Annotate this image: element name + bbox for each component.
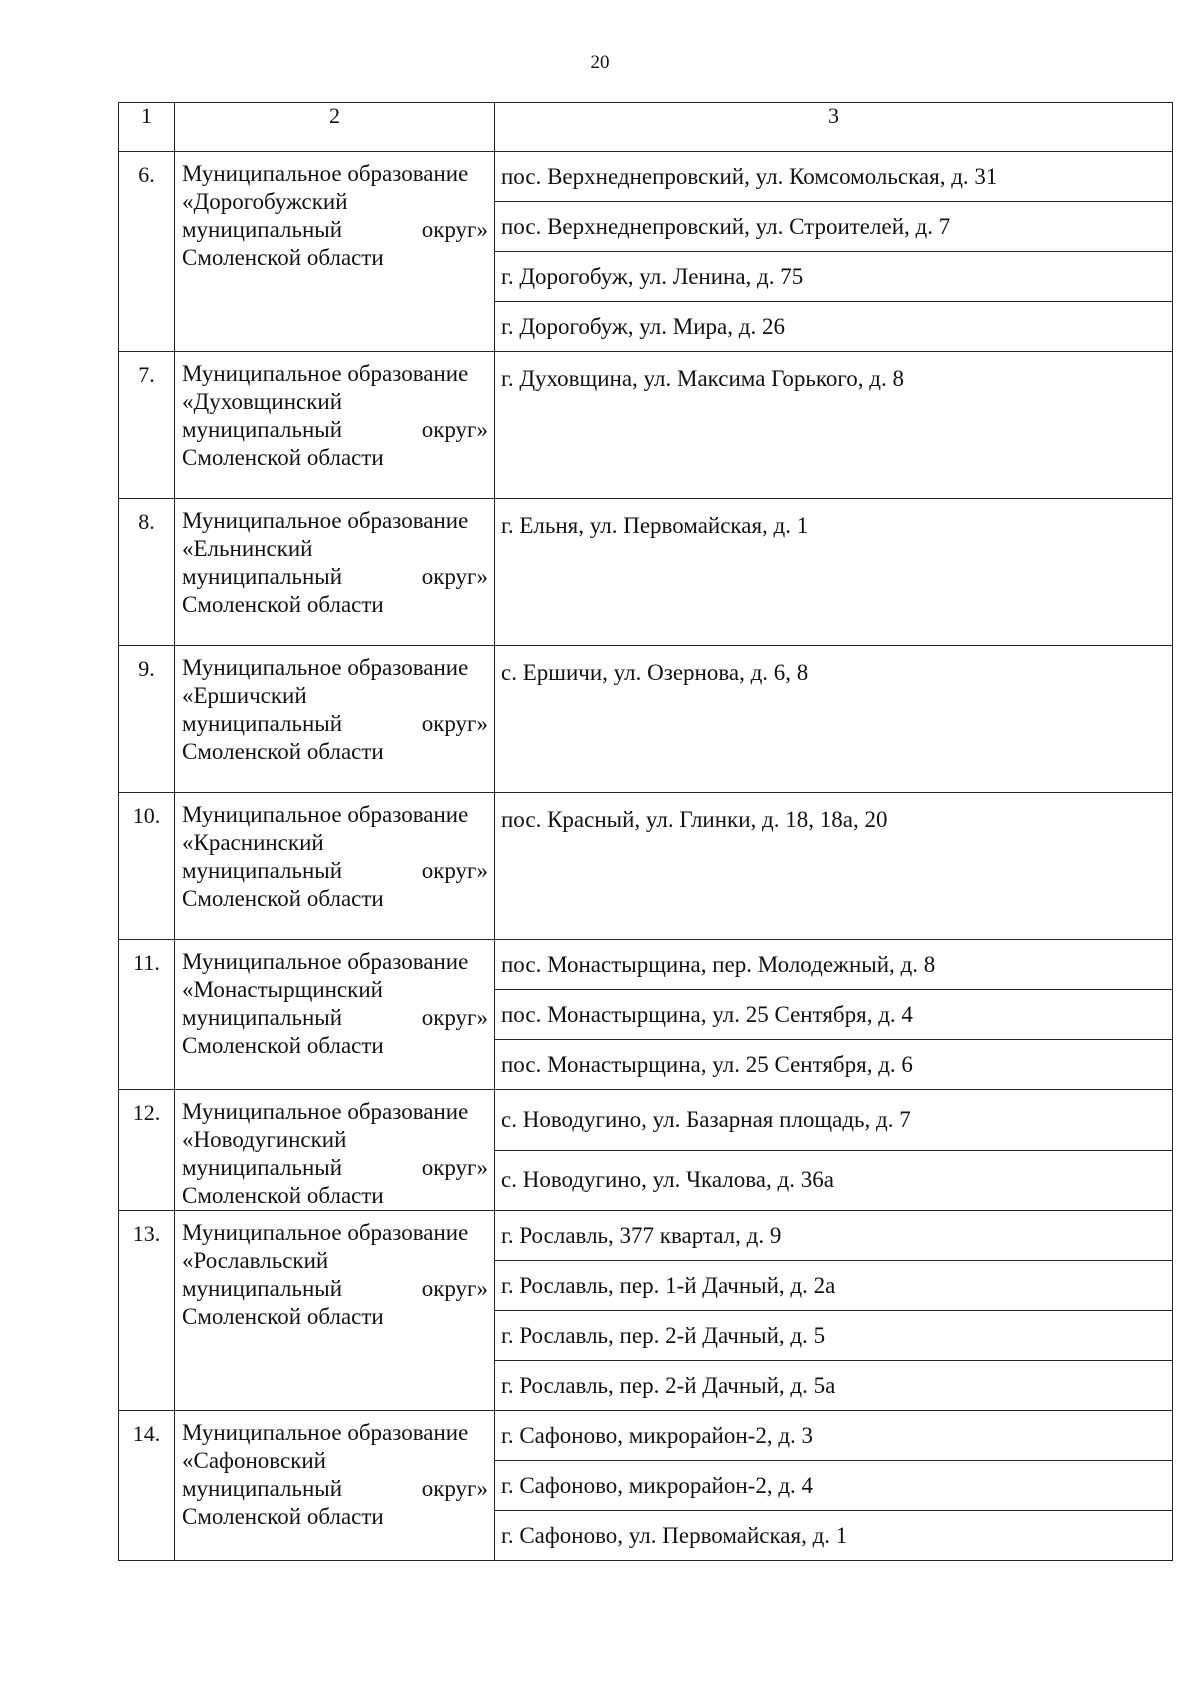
municipality-line-3 [182, 416, 488, 444]
municipality-line-2: «Рославльский [182, 1248, 329, 1273]
municipality-word-b: округ» [421, 1005, 488, 1030]
municipality-line-2: «Духовщинский [182, 389, 343, 414]
municipality-line-3 [182, 857, 488, 885]
polling-address: пос. Монастырщина, пер. Молодежный, д. 8 [495, 940, 1173, 990]
municipality-line-3 [182, 1475, 488, 1503]
municipality-word-a: муниципальный [182, 858, 343, 883]
municipality-word-a: муниципальный [182, 564, 343, 589]
row-number: 8. [119, 499, 175, 646]
municipality-word-a: муниципальный [182, 711, 343, 736]
polling-address: пос. Монастырщина, ул. 25 Сентября, д. 6 [495, 1040, 1173, 1090]
row-number: 14. [119, 1411, 175, 1561]
municipality-word-b: округ» [421, 1155, 488, 1180]
municipality-line-2: «Монастырщинский [182, 977, 383, 1002]
municipality-word-a: муниципальный [182, 217, 343, 242]
header-col-2: 2 [175, 103, 495, 152]
municipality-line-1: Муниципальное образование [182, 1420, 469, 1445]
municipality-line-1: Муниципальное образование [182, 1099, 469, 1124]
municipality-line-3 [182, 1154, 488, 1182]
municipality-name [175, 499, 495, 646]
polling-address: г. Рославль, 377 квартал, д. 9 [495, 1211, 1173, 1261]
polling-address: г. Рославль, пер. 2-й Дачный, д. 5 [495, 1311, 1173, 1361]
table-row [119, 152, 1173, 202]
municipality-line-4: Смоленской области [182, 1033, 384, 1058]
municipality-line-2: «Ельнинский [182, 536, 313, 561]
polling-address: с. Новодугино, ул. Чкалова, д. 36а [495, 1150, 1173, 1211]
polling-address: пос. Верхнеднепровский, ул. Комсомольская, д. 31 [495, 152, 1173, 202]
municipality-line-4: Смоленской области [182, 1504, 384, 1529]
table-row [119, 793, 1173, 940]
table-row [119, 352, 1173, 499]
page-number: 20 [590, 52, 610, 73]
municipality-line-1: Муниципальное образование [182, 361, 469, 386]
municipality-word-a: муниципальный [182, 417, 343, 442]
municipality-word-b: округ» [421, 564, 488, 589]
table-row [119, 1211, 1173, 1261]
municipality-line-1: Муниципальное образование [182, 1220, 469, 1245]
municipality-line-4: Смоленской области [182, 886, 384, 911]
polling-address: г. Рославль, пер. 2-й Дачный, д. 5а [495, 1361, 1173, 1411]
municipality-word-b: округ» [421, 1476, 488, 1501]
row-number: 9. [119, 646, 175, 793]
row-number: 7. [119, 352, 175, 499]
municipality-line-1: Муниципальное образование [182, 655, 469, 680]
municipality-name [175, 152, 495, 352]
municipality-line-4: Смоленской области [182, 245, 384, 270]
municipality-word-b: округ» [421, 217, 488, 242]
municipality-line-2: «Дорогобужский [182, 189, 348, 214]
row-number: 13. [119, 1211, 175, 1411]
polling-address: пос. Монастырщина, ул. 25 Сентября, д. 4 [495, 990, 1173, 1040]
municipality-name [175, 646, 495, 793]
polling-address: г. Сафоново, ул. Первомайская, д. 1 [495, 1511, 1173, 1561]
municipality-line-4: Смоленской области [182, 592, 384, 617]
polling-address: г. Сафоново, микрорайон-2, д. 4 [495, 1461, 1173, 1511]
polling-address: пос. Верхнеднепровский, ул. Строителей, д. 7 [495, 202, 1173, 252]
polling-address: г. Сафоново, микрорайон-2, д. 3 [495, 1411, 1173, 1461]
municipality-word-b: округ» [421, 711, 488, 736]
municipality-word-a: муниципальный [182, 1276, 343, 1301]
municipality-line-4: Смоленской области [182, 1183, 384, 1208]
polling-address: г. Дорогобуж, ул. Мира, д. 26 [495, 302, 1173, 352]
row-number: 11. [119, 940, 175, 1090]
municipality-line-1: Муниципальное образование [182, 508, 469, 533]
municipality-line-2: «Краснинский [182, 830, 324, 855]
polling-stations-table [118, 102, 1173, 1561]
municipality-line-2: «Сафоновский [182, 1448, 326, 1473]
municipality-word-a: муниципальный [182, 1476, 343, 1501]
polling-address: г. Духовщина, ул. Максима Горького, д. 8 [495, 352, 1173, 499]
municipality-word-a: муниципальный [182, 1155, 343, 1180]
table-row [119, 1090, 1173, 1151]
municipality-line-1: Муниципальное образование [182, 949, 469, 974]
municipality-line-4: Смоленской области [182, 1304, 384, 1329]
municipality-word-a: муниципальный [182, 1005, 343, 1030]
municipality-line-3 [182, 216, 488, 244]
polling-address: с. Ершичи, ул. Озернова, д. 6, 8 [495, 646, 1173, 793]
polling-address: г. Рославль, пер. 1-й Дачный, д. 2а [495, 1261, 1173, 1311]
municipality-word-b: округ» [421, 858, 488, 883]
header-col-3: 3 [495, 103, 1173, 152]
municipality-name [175, 1211, 495, 1411]
polling-address: с. Новодугино, ул. Базарная площадь, д. 7 [495, 1090, 1173, 1151]
table-row [119, 940, 1173, 990]
municipality-name [175, 1411, 495, 1561]
municipality-line-4: Смоленской области [182, 739, 384, 764]
municipality-word-b: округ» [421, 417, 488, 442]
row-number: 6. [119, 152, 175, 352]
municipality-line-3 [182, 563, 488, 591]
municipality-line-2: «Новодугинский [182, 1127, 347, 1152]
municipality-line-1: Муниципальное образование [182, 161, 469, 186]
municipality-word-b: округ» [421, 1276, 488, 1301]
polling-address: г. Дорогобуж, ул. Ленина, д. 75 [495, 252, 1173, 302]
polling-address: пос. Красный, ул. Глинки, д. 18, 18а, 20 [495, 793, 1173, 940]
municipality-name [175, 352, 495, 499]
municipality-name [175, 940, 495, 1090]
row-number: 10. [119, 793, 175, 940]
table-row [119, 499, 1173, 646]
municipality-name [175, 793, 495, 940]
row-number: 12. [119, 1090, 175, 1211]
polling-address: г. Ельня, ул. Первомайская, д. 1 [495, 499, 1173, 646]
municipality-line-4: Смоленской области [182, 445, 384, 470]
table-row [119, 646, 1173, 793]
municipality-line-1: Муниципальное образование [182, 802, 469, 827]
municipality-line-2: «Ершичский [182, 683, 307, 708]
municipality-line-3 [182, 710, 488, 738]
table-row [119, 1411, 1173, 1461]
table-header-row [119, 103, 1173, 152]
header-col-1: 1 [119, 103, 175, 152]
municipality-line-3 [182, 1004, 488, 1032]
municipality-line-3 [182, 1275, 488, 1303]
municipality-name [175, 1090, 495, 1211]
